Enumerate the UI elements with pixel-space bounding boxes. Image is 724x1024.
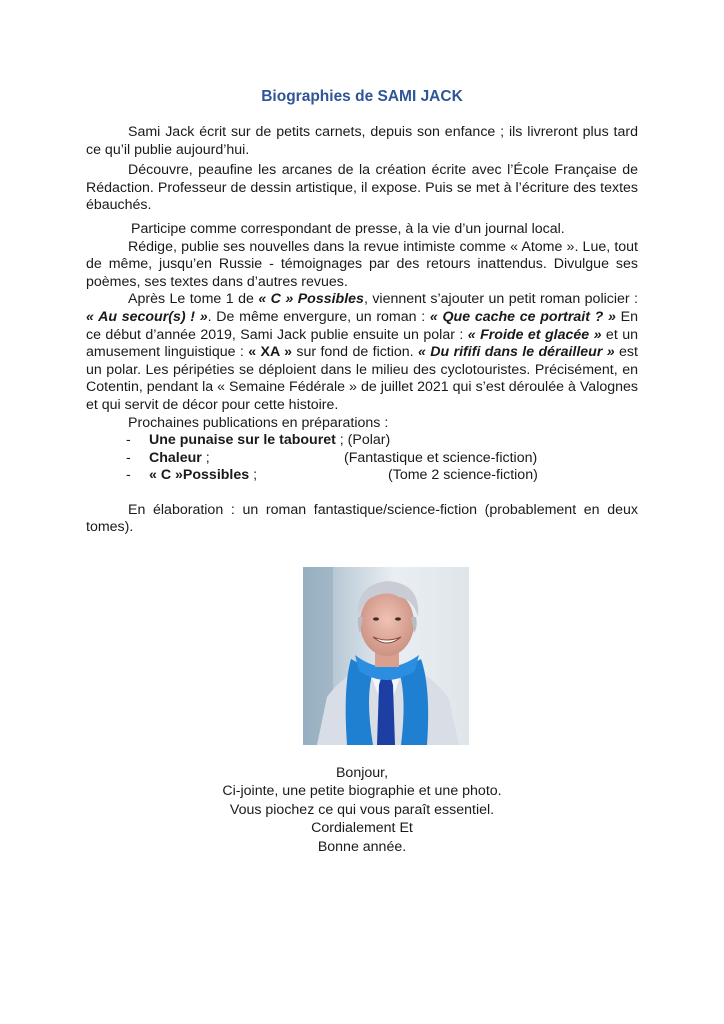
works-text: En ce début d’année 2019, Sami Jack publie ensuite un polar : bbox=[86, 308, 638, 343]
paragraph-works bbox=[86, 291, 638, 414]
closing-message bbox=[0, 764, 724, 856]
book-title: « Au secour(s) ! » bbox=[86, 308, 208, 325]
list-dash: - bbox=[126, 467, 131, 484]
list-item-note: (Polar) bbox=[347, 432, 391, 449]
list-item-title: « C »Possibles bbox=[149, 467, 250, 484]
paragraph-upcoming-intro: Prochaines publications en préparations : bbox=[128, 414, 389, 431]
list-item-separator: ; bbox=[201, 449, 210, 466]
book-title: « XA » bbox=[248, 344, 292, 361]
page-title: Biographies de SAMI JACK bbox=[261, 88, 463, 105]
list-item-title-group bbox=[149, 467, 257, 485]
book-title: « Du rififi dans le dérailleur » bbox=[418, 344, 615, 361]
paragraph-childhood: Sami Jack écrit sur de petits carnets, depuis son enfance ; ils livreront plus tard ce qu’il publie aujourd’hui. bbox=[86, 124, 638, 158]
list-item bbox=[86, 450, 638, 468]
list-dash: - bbox=[126, 432, 131, 449]
paragraph-publications: Rédige, publie ses nouvelles dans la revue intimiste comme « Atome ». Lue, tout de même, jusqu’en Russie - témoignages par des retours inattendus. Divulgue ses poèmes, ses textes dans d’autres revues. bbox=[86, 238, 638, 290]
works-text: , viennent s’ajouter un petit roman policier : bbox=[363, 291, 639, 308]
list-dash: - bbox=[126, 449, 131, 466]
closing-line: Vous piochez ce qui vous paraît essentiel. bbox=[229, 801, 495, 818]
upcoming-list bbox=[86, 432, 638, 485]
works-text: Après Le tome 1 de bbox=[128, 291, 259, 308]
closing-line: Cordialement Et bbox=[311, 820, 413, 837]
works-text: . De même envergure, un roman : bbox=[207, 308, 430, 325]
list-item-title-group bbox=[149, 432, 390, 450]
list-item-note: (Fantastique et science-fiction) bbox=[344, 449, 538, 466]
list-item-title: Chaleur bbox=[149, 449, 202, 466]
closing-line: Ci-jointe, une petite biographie et une photo. bbox=[222, 783, 502, 800]
list-item-separator: ; bbox=[335, 432, 348, 449]
list-item-title: Une punaise sur le tabouret bbox=[149, 432, 336, 449]
list-item-title-group bbox=[149, 450, 210, 468]
paragraph-in-progress: En élaboration : un roman fantastique/science-fiction (probablement en deux tomes). bbox=[86, 501, 638, 536]
list-item bbox=[86, 432, 638, 450]
list-item bbox=[86, 467, 638, 485]
works-text: sur fond de fiction. bbox=[291, 344, 419, 361]
closing-line: Bonne année. bbox=[317, 838, 407, 855]
author-photo bbox=[303, 567, 469, 745]
paragraph-training: Découvre, peaufine les arcanes de la création écrite avec l’École Française de Rédaction. Professeur de dessin artistique, il expose. Puis se met à l’écriture des textes ébauchés. bbox=[86, 162, 638, 214]
paragraph-press: Participe comme correspondant de presse, à la vie d’un journal local. bbox=[131, 220, 565, 237]
list-item-note: (Tome 2 science-fiction) bbox=[388, 467, 538, 484]
list-item-separator: ; bbox=[249, 467, 258, 484]
works-text: et un amusement linguistique : bbox=[86, 326, 638, 361]
book-title: « Froide et glacée » bbox=[467, 326, 602, 343]
works-text: est un polar. Les péripéties se déploient dans le milieu des cyclotouristes. Précisément, en Cotentin, pendant la « Semaine Fédérale » de juillet 2021 qui s’est déroulée à Valognes et qui servit de décor pour cette histoire. bbox=[86, 344, 638, 413]
biography-body bbox=[86, 124, 638, 537]
book-title: « C » Possibles bbox=[258, 291, 364, 308]
book-title: « Que cache ce portrait ? » bbox=[429, 308, 616, 325]
greeting-line: Bonjour, bbox=[335, 765, 389, 781]
